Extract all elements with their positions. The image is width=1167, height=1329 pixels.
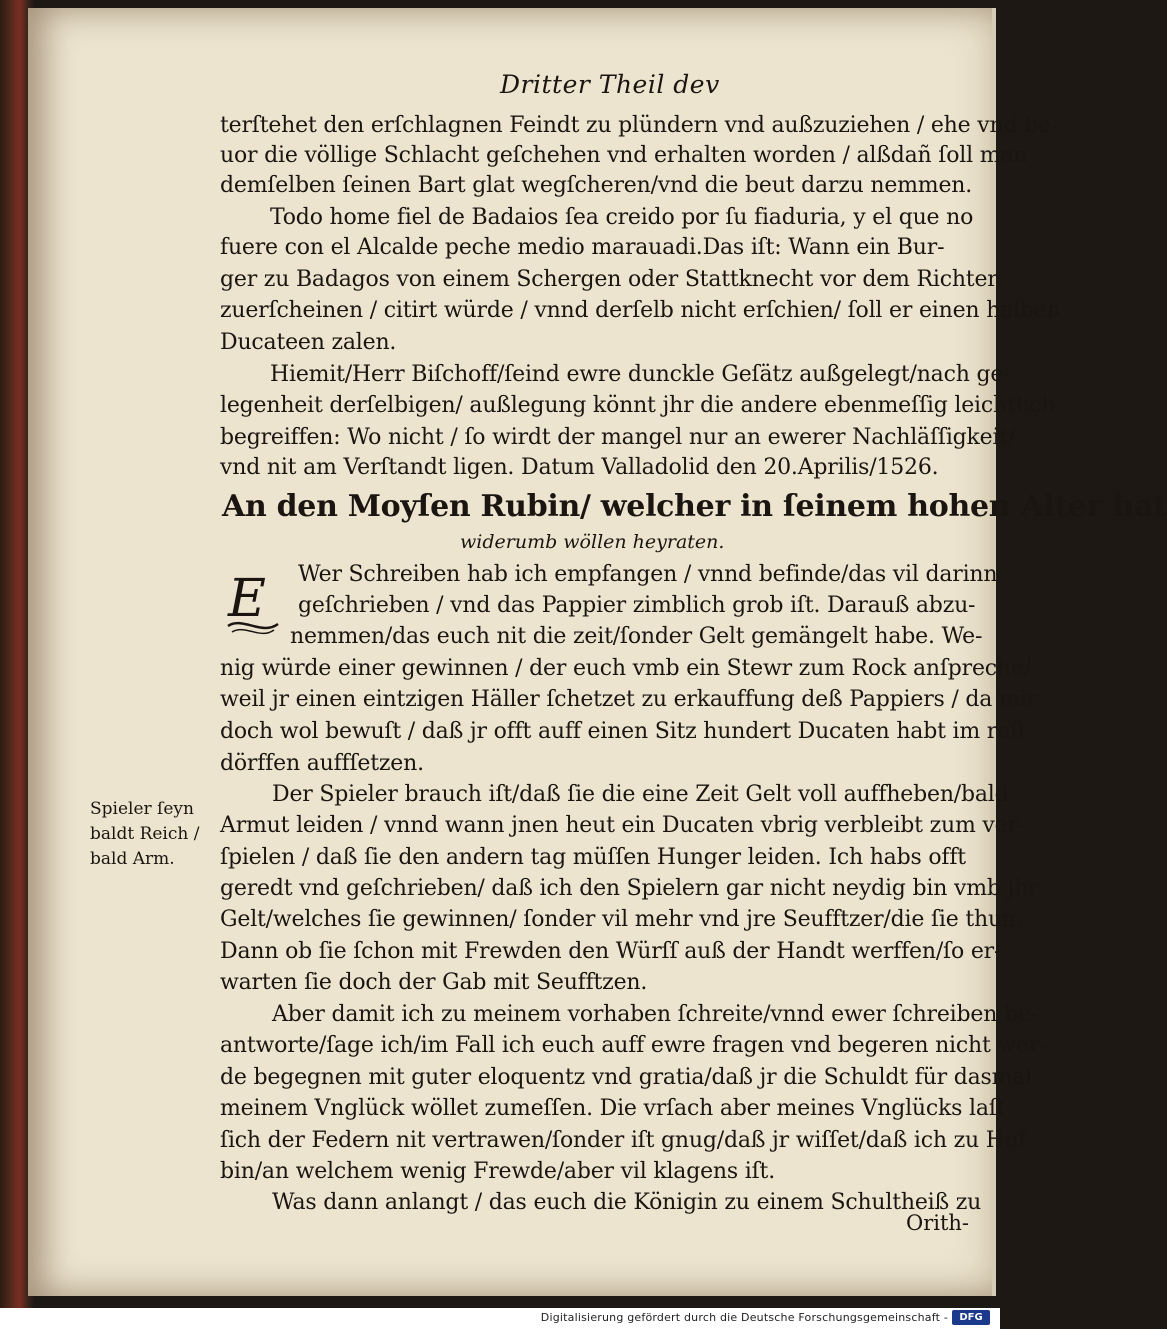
text-line: nemmen/das euch nit die zeit/ſonder Gelt gemängelt habe. We- <box>290 624 983 649</box>
text-line: Wer Schreiben hab ich empfangen / vnnd befinde/das vil darinn <box>298 562 998 587</box>
text-line: warten ſie doch der Gab mit Seufftzen. <box>220 970 648 995</box>
text-line: Der Spieler brauch iſt/daß ſie die eine Zeit Gelt voll auffheben/bald <box>272 782 1009 807</box>
text-line: dörffen auffſetzen. <box>220 751 424 776</box>
text-line: nig würde einer gewinnen / der euch vmb ein Stewr zum Rock anſpreche/ <box>220 656 1031 681</box>
running-header: Dritter Theil dev <box>500 70 720 99</box>
text-line: Aber damit ich zu meinem vorhaben ſchreite/vnnd ewer ſchreiben be- <box>272 1002 1038 1027</box>
text-line: de begegnen mit guter eloquentz vnd gratia/daß jr die Schuldt für dasmal <box>220 1065 1033 1090</box>
text-line: Hiemit/Herr Biſchoff/ſeind ewre dunckle Geſätz außgelegt/nach ge- <box>270 362 1011 387</box>
text-line: geſchrieben / vnd das Pappier zimblich grob iſt. Darauß abzu- <box>298 593 976 618</box>
text-line: legenheit derſelbigen/ außlegung könnt jhr die andere ebenmeſſig leichtlich <box>220 393 1056 418</box>
initial-letter: E <box>228 569 266 629</box>
footer-credit: Digitalisierung gefördert durch die Deutsche Forschungsgemeinschaft - <box>540 1311 948 1324</box>
margin-note-line: Spieler ſeyn <box>90 799 194 819</box>
letter-subheading: widerumb wöllen heyraten. <box>460 531 725 553</box>
text-line: ger zu Badagos von einem Schergen oder Stattknecht vor dem Richter <box>220 267 998 292</box>
text-line: Todo home fiel de Badaios ſea creido por ſu fiaduria, y el que no <box>270 205 974 230</box>
text-line: Gelt/welches ſie gewinnen/ ſonder vil mehr vnd jre Seufftzer/die ſie thun. <box>220 907 1023 932</box>
text-line: weil jr einen eintzigen Häller ſchetzet zu erkauffung deß Pappiers / da mir <box>220 687 1037 712</box>
margin-note-line: baldt Reich / <box>90 824 200 844</box>
text-line: uor die völlige Schlacht geſchehen vnd erhalten worden / alßdañ ſoll man <box>220 143 1028 168</box>
margin-note-line: bald Arm. <box>90 849 175 869</box>
text-line: vnd nit am Verſtandt ligen. Datum Valladolid den 20.Aprilis/1526. <box>220 455 939 480</box>
text-line: geredt vnd geſchrieben/ daß ich den Spielern gar nicht neydig bin vmb jhr <box>220 876 1039 901</box>
text-line: doch wol bewuſt / daß jr offt auff einen Sitz hundert Ducaten habt im reſt <box>220 719 1027 744</box>
text-line: ſich der Federn nit vertrawen/ſonder iſt gnug/daß jr wiſſet/daß ich zu Hof <box>220 1128 1026 1153</box>
decorated-initial <box>222 566 284 638</box>
text-line: antworte/ſage ich/im Fall ich euch auff ewre fragen vnd begeren nicht wer- <box>220 1033 1047 1058</box>
text-line: Armut leiden / vnnd wann jnen heut ein Ducaten vbrig verbleibt zum ver- <box>220 813 1026 838</box>
text-line: Was dann anlangt / das euch die Königin zu einem Schultheiß zu <box>272 1190 982 1215</box>
text-line: ſpielen / daß ſie den andern tag müſſen Hunger leiden. Ich habs offt <box>220 845 966 870</box>
text-line: demſelben ſeinen Bart glat wegſcheren/vnd die beut darzu nemmen. <box>220 173 973 198</box>
text-line: Ducateen zalen. <box>220 330 397 355</box>
text-line: fuere con el Alcalde peche medio marauadi.Das iſt: Wann ein Bur- <box>220 235 945 260</box>
text-line: Dann ob ſie ſchon mit Frewden den Würſſ auß der Handt werffen/ſo er- <box>220 939 1002 964</box>
dfg-logo[interactable]: DFG <box>952 1310 990 1325</box>
text-line: zuerſcheinen / citirt würde / vnnd derſelb nicht erſchien/ ſoll er einen halben <box>220 298 1061 323</box>
text-line: meinem Vnglück wöllet zumeſſen. Die vrſach aber meines Vnglücks laſt <box>220 1096 1006 1121</box>
text-line: bin/an welchem wenig Frewde/aber vil klagens iſt. <box>220 1159 775 1184</box>
catchword: Orith- <box>906 1211 970 1235</box>
text-line: terſtehet den erſchlagnen Feindt zu plündern vnd außzuziehen / ehe vnd be- <box>220 113 1059 138</box>
letter-heading: An den Moyſen Rubin/ welcher in ſeinem hohen Alter hat <box>222 489 1167 524</box>
text-line: begreiffen: Wo nicht / ſo wirdt der mangel nur an ewerer Nachläſſigkeit/ <box>220 425 1016 450</box>
